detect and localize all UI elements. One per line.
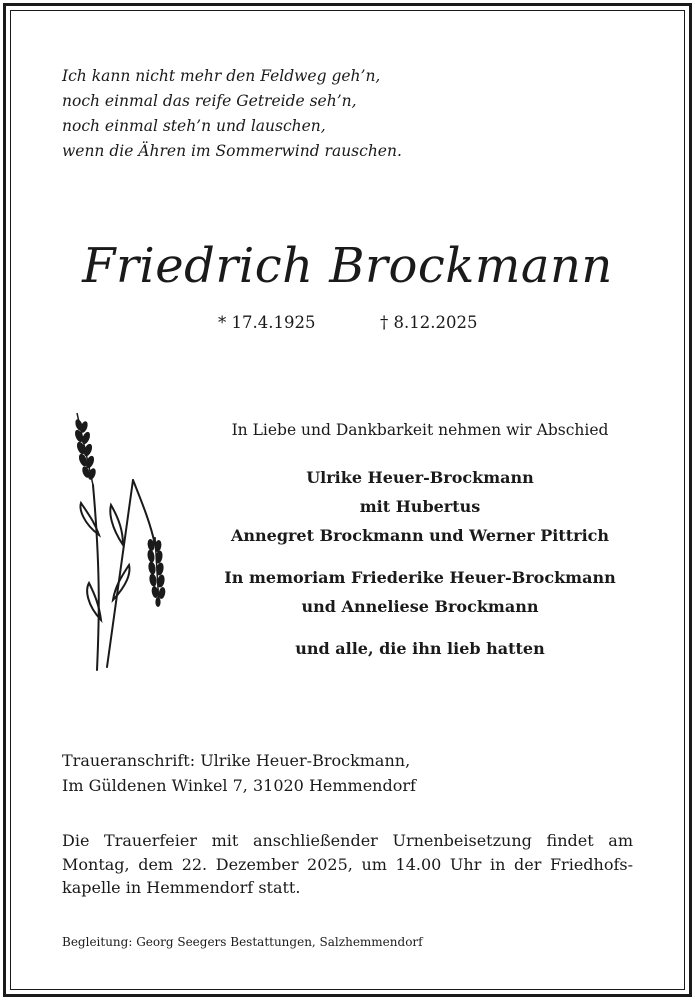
poem-line: Ich kann nicht mehr den Feldweg geh’n, [62,67,381,85]
ceremony-line: Montag, dem 22. Dezember 2025, um 14.00 Uhr in der Friedhofs- [62,854,633,874]
poem-line: noch einmal steh’n und lauschen, [62,117,326,135]
ceremony-line: kapelle in Hemmendorf statt. [62,878,301,897]
mourner-line: und Anneliese Brockmann [301,597,539,616]
mourner-line: In memoriam Friederike Heuer-Brockmann [224,568,616,587]
mourning-address [62,748,416,798]
address-line: Traueranschrift: Ulrike Heuer-Brockmann, [62,751,411,770]
mourner-line: Ulrike Heuer-Brockmann [306,468,534,487]
undertaker-credit: Begleitung: Georg Seegers Bestattungen, Salzhemmendorf [62,935,423,949]
mourner-line: mit Hubertus [359,497,481,516]
spacer [200,621,640,634]
ceremony-notice [62,829,633,900]
poem [62,64,402,164]
death-date: † 8.12.2025 [380,313,478,332]
poem-line: wenn die Ähren im Sommerwind rauschen. [62,142,402,160]
address-line: Im Güldenen Winkel 7, 31020 Hemmendorf [62,776,416,795]
birth-date: * 17.4.1925 [218,313,316,332]
mourner-line: und alle, die ihn lieb hatten [295,639,545,658]
poem-line: noch einmal das reife Getreide seh’n, [62,92,357,110]
deceased-name: Friedrich Brockmann [82,238,613,294]
mourners-list [200,463,640,663]
farewell-intro: In Liebe und Dankbarkeit nehmen wir Abschied [231,421,609,439]
ceremony-line: Die Trauerfeier mit anschließender Urnenbeisetzung findet am [62,831,633,850]
spacer [200,550,640,563]
wheat-ears-icon [55,405,180,675]
mourner-line: Annegret Brockmann und Werner Pittrich [230,526,610,545]
